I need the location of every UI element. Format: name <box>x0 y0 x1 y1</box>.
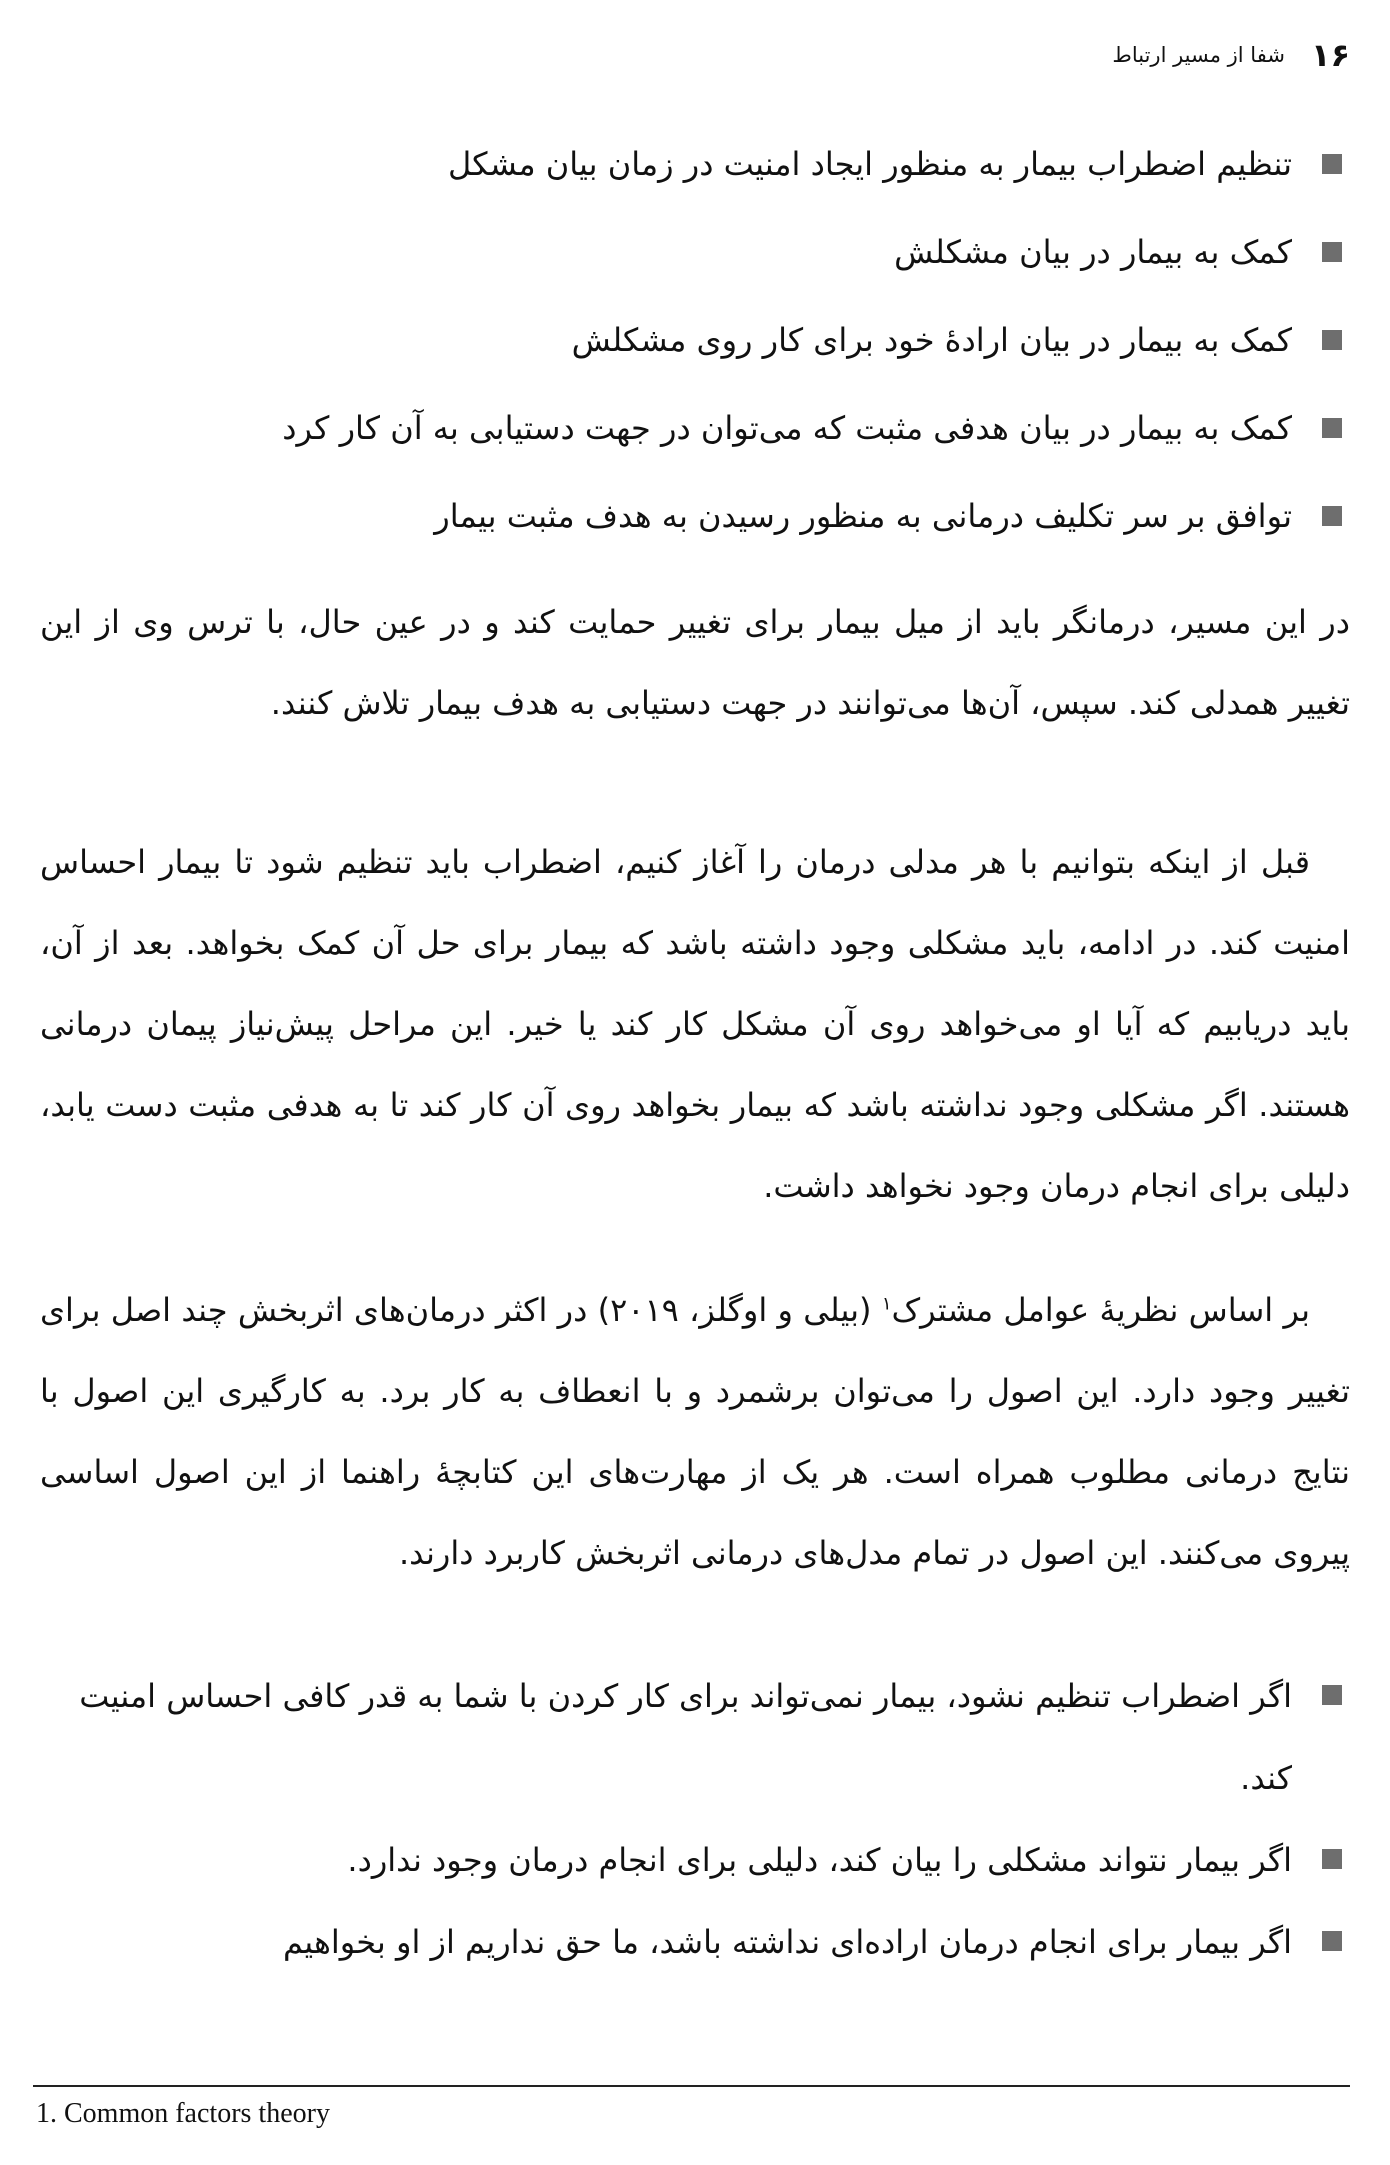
list-item-text: کمک به بیمار در بیان مشکلش <box>894 233 1292 271</box>
running-header <box>1112 30 1350 80</box>
body-paragraph-2: قبل از اینکه بتوانیم با هر مدلی درمان را آغاز کنیم، اضطراب باید تنظیم شود تا بیمار احساس امنیت کند. در ادامه، باید مشکلی وجود داشته باشد که بیمار برای حل آن کمک بخواهد. بعد از آن، باید دریابیم که آیا او می‌خواهد روی آن مشکل کار کند یا خیر. این مراحل پیش‌نیاز پیمان درمانی هستند. اگر مشکلی وجود نداشته باشد که بیمار بخواهد روی آن کار کند تا به هدفی مثبت دست یابد، دلیلی برای انجام درمان وجود نخواهد داشت. <box>40 843 1350 1205</box>
body-paragraph-3 <box>40 1270 1350 1594</box>
top-bullet-list <box>40 120 1350 560</box>
footnote-divider <box>33 2085 1350 2087</box>
running-title: شفا از مسیر ارتباط <box>1112 43 1285 67</box>
page-number: ۱۶ <box>1310 36 1350 74</box>
square-bullet-icon <box>1322 418 1342 438</box>
list-item <box>40 1901 1350 1983</box>
list-item-text: کمک به بیمار در بیان هدفی مثبت که می‌توان در جهت دستیابی به آن کار کرد <box>282 409 1292 447</box>
list-item-text: تنظیم اضطراب بیمار به منظور ایجاد امنیت در زمان بیان مشکل <box>448 145 1292 183</box>
body-paragraph-1: در این مسیر، درمانگر باید از میل بیمار برای تغییر حمایت کند و در عین حال، با ترس وی از این تغییر همدلی کند. سپس، آن‌ها می‌توانند در جهت دستیابی به هدف بیمار تلاش کنند. <box>40 603 1350 722</box>
square-bullet-icon <box>1322 154 1342 174</box>
square-bullet-icon <box>1322 506 1342 526</box>
footnote-reference[interactable]: ۱ <box>881 1293 892 1315</box>
list-item <box>40 208 1350 296</box>
square-bullet-icon <box>1322 242 1342 262</box>
list-item-text: توافق بر سر تکلیف درمانی به منظور رسیدن به هدف مثبت بیمار <box>434 497 1292 535</box>
list-item <box>40 1655 1350 1819</box>
square-bullet-icon <box>1322 1931 1342 1951</box>
square-bullet-icon <box>1322 1685 1342 1705</box>
list-item <box>40 472 1350 560</box>
list-item-text: اگر بیمار نتواند مشکلی را بیان کند، دلیلی برای انجام درمان وجود ندارد. <box>347 1841 1292 1879</box>
footnote-text: 1. Common factors theory <box>36 2098 330 2129</box>
list-item-text: اگر اضطراب تنظیم نشود، بیمار نمی‌تواند برای کار کردن با شما به قدر کافی احساس امنیت کند. <box>79 1677 1292 1797</box>
list-item <box>40 120 1350 208</box>
list-item <box>40 384 1350 472</box>
paragraph-text-start: بر اساس نظریهٔ عوامل مشترک <box>891 1291 1311 1329</box>
list-item-text: کمک به بیمار در بیان ارادهٔ خود برای کار روی مشکلش <box>571 321 1292 359</box>
list-item <box>40 296 1350 384</box>
square-bullet-icon <box>1322 330 1342 350</box>
bottom-bullet-list <box>40 1655 1350 1983</box>
square-bullet-icon <box>1322 1849 1342 1869</box>
list-item-text: اگر بیمار برای انجام درمان اراده‌ای نداشته باشد، ما حق نداریم از او بخواهیم <box>283 1923 1292 1961</box>
list-item <box>40 1819 1350 1901</box>
paragraph-text-rest: (بیلی و اوگلز، ۲۰۱۹) در اکثر درمان‌های اثربخش چند اصل برای تغییر وجود دارد. این اصول را می‌توان برشمرد و با انعطاف به کار برد. به کارگیری این اصول با نتایج درمانی مطلوب همراه است. هر یک از مهارت‌های این کتابچهٔ راهنما از این اصول اساسی پیروی می‌کنند. این اصول در تمام مدل‌های درمانی اثربخش کاربرد دارند. <box>40 1291 1350 1572</box>
